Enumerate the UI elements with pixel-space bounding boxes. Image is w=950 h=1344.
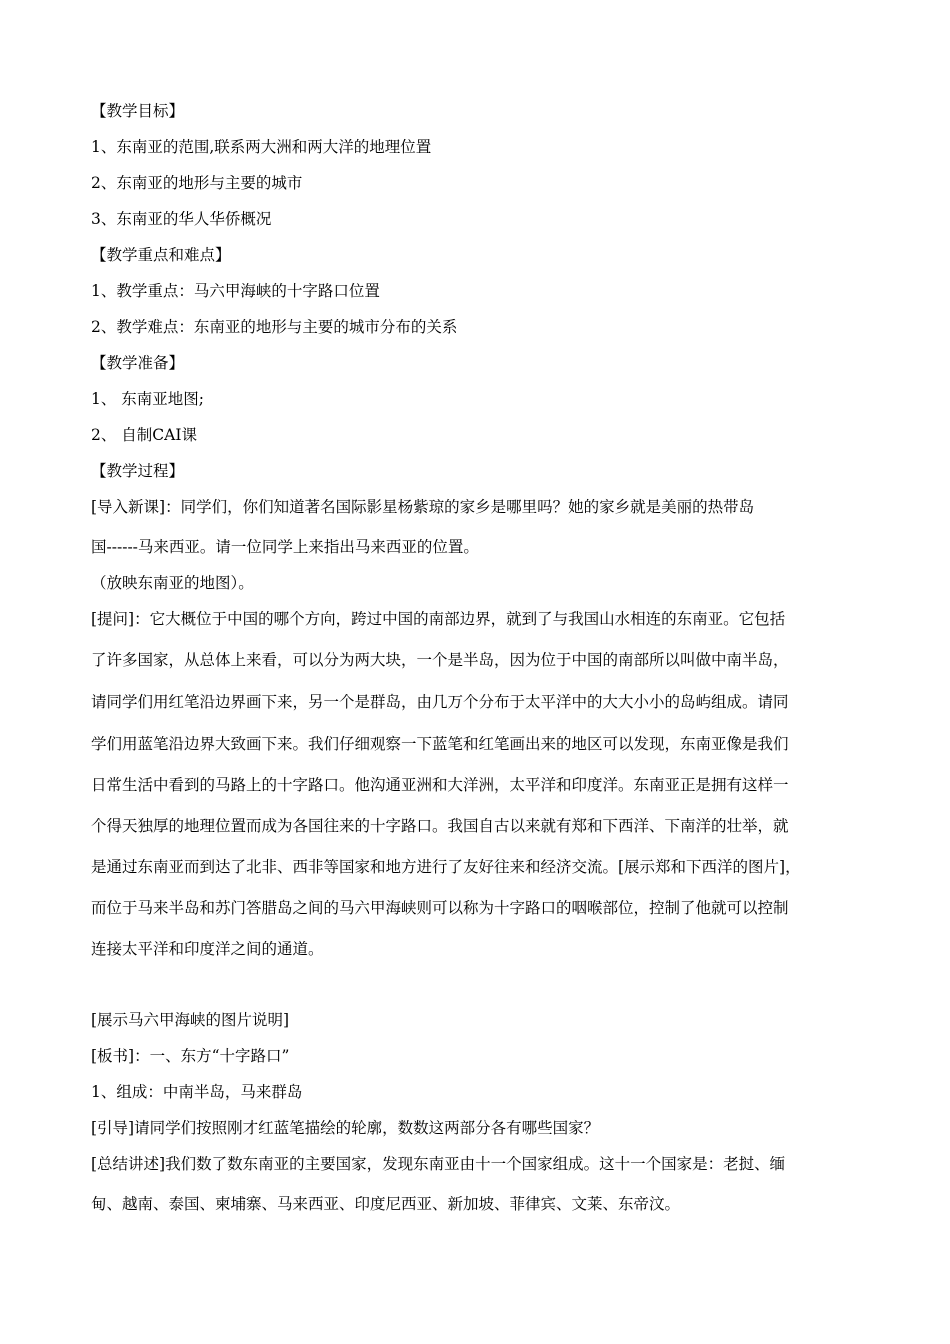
heading-teaching-goals: 【教学目标】 xyxy=(91,102,185,120)
paragraph-line: 连接太平洋和印度洋之间的通道。 xyxy=(91,940,324,958)
preparation-item-2: 2、 自制CAI课 xyxy=(91,426,197,444)
paragraph-line: （放映东南亚的地图）。 xyxy=(91,574,254,592)
heading-process: 【教学过程】 xyxy=(91,462,185,480)
paragraph-line: 是通过东南亚而到达了北非、西非等国家和地方进行了友好往来和经济交流。[展示郑和下西洋的图片]， xyxy=(91,858,801,876)
paragraph-line: [板书]：一、东方“十字路口” xyxy=(91,1047,290,1065)
paragraph-line: [提问]：它大概位于中国的哪个方向，跨过中国的南部边界，就到了与我国山水相连的东南亚。它包括 xyxy=(91,610,786,628)
paragraph-line: 了许多国家，从总体上来看，可以分为两大块，一个是半岛，因为位于中国的南部所以叫做中南半岛， xyxy=(91,651,789,669)
paragraph-line: 而位于马来半岛和苏门答腊岛之间的马六甲海峡则可以称为十字路口的咽喉部位，控制了他就可以控制 xyxy=(91,899,789,917)
paragraph-line: 学们用蓝笔沿边界大致画下来。我们仔细观察一下蓝笔和红笔画出来的地区可以发现，东南亚像是我们 xyxy=(91,735,789,753)
paragraph-line: [引导]请同学们按照刚才红蓝笔描绘的轮廓，数数这两部分各有哪些国家？ xyxy=(91,1119,600,1137)
key-point-item-1: 1、教学重点：马六甲海峡的十字路口位置 xyxy=(91,282,380,300)
goal-item-1: 1、东南亚的范围,联系两大洲和两大洋的地理位置 xyxy=(91,138,432,156)
paragraph-line: 国------马来西亚。请一位同学上来指出马来西亚的位置。 xyxy=(91,538,479,556)
paragraph-line: 1、组成：中南半岛，马来群岛 xyxy=(91,1083,303,1101)
heading-key-points: 【教学重点和难点】 xyxy=(91,246,231,264)
heading-preparation: 【教学准备】 xyxy=(91,354,185,372)
paragraph-line: [展示马六甲海峡的图片说明] xyxy=(91,1011,290,1029)
paragraph-line: 甸、越南、泰国、柬埔寨、马来西亚、印度尼西亚、新加坡、菲律宾、文莱、东帝汶。 xyxy=(91,1195,681,1213)
paragraph-line: 日常生活中看到的马路上的十字路口。他沟通亚洲和大洋洲，太平洋和印度洋。东南亚正是拥有这样一 xyxy=(91,776,789,794)
goal-item-2: 2、东南亚的地形与主要的城市 xyxy=(91,174,303,192)
goal-item-3: 3、东南亚的华人华侨概况 xyxy=(91,210,272,228)
key-point-item-2: 2、教学难点：东南亚的地形与主要的城市分布的关系 xyxy=(91,318,458,336)
preparation-item-1: 1、 东南亚地图; xyxy=(91,390,205,408)
paragraph-line: 个得天独厚的地理位置而成为各国往来的十字路口。我国自古以来就有郑和下西洋、下南洋的壮举，就 xyxy=(91,817,789,835)
paragraph-line: 请同学们用红笔沿边界画下来，另一个是群岛，由几万个分布于太平洋中的大大小小的岛屿组成。请同 xyxy=(91,693,789,711)
paragraph-line: [总结讲述]我们数了数东南亚的主要国家，发现东南亚由十一个国家组成。这十一个国家是：老挝、缅 xyxy=(91,1155,786,1173)
paragraph-line: [导入新课]：同学们，你们知道著名国际影星杨紫琼的家乡是哪里吗？她的家乡就是美丽的热带岛 xyxy=(91,498,755,516)
